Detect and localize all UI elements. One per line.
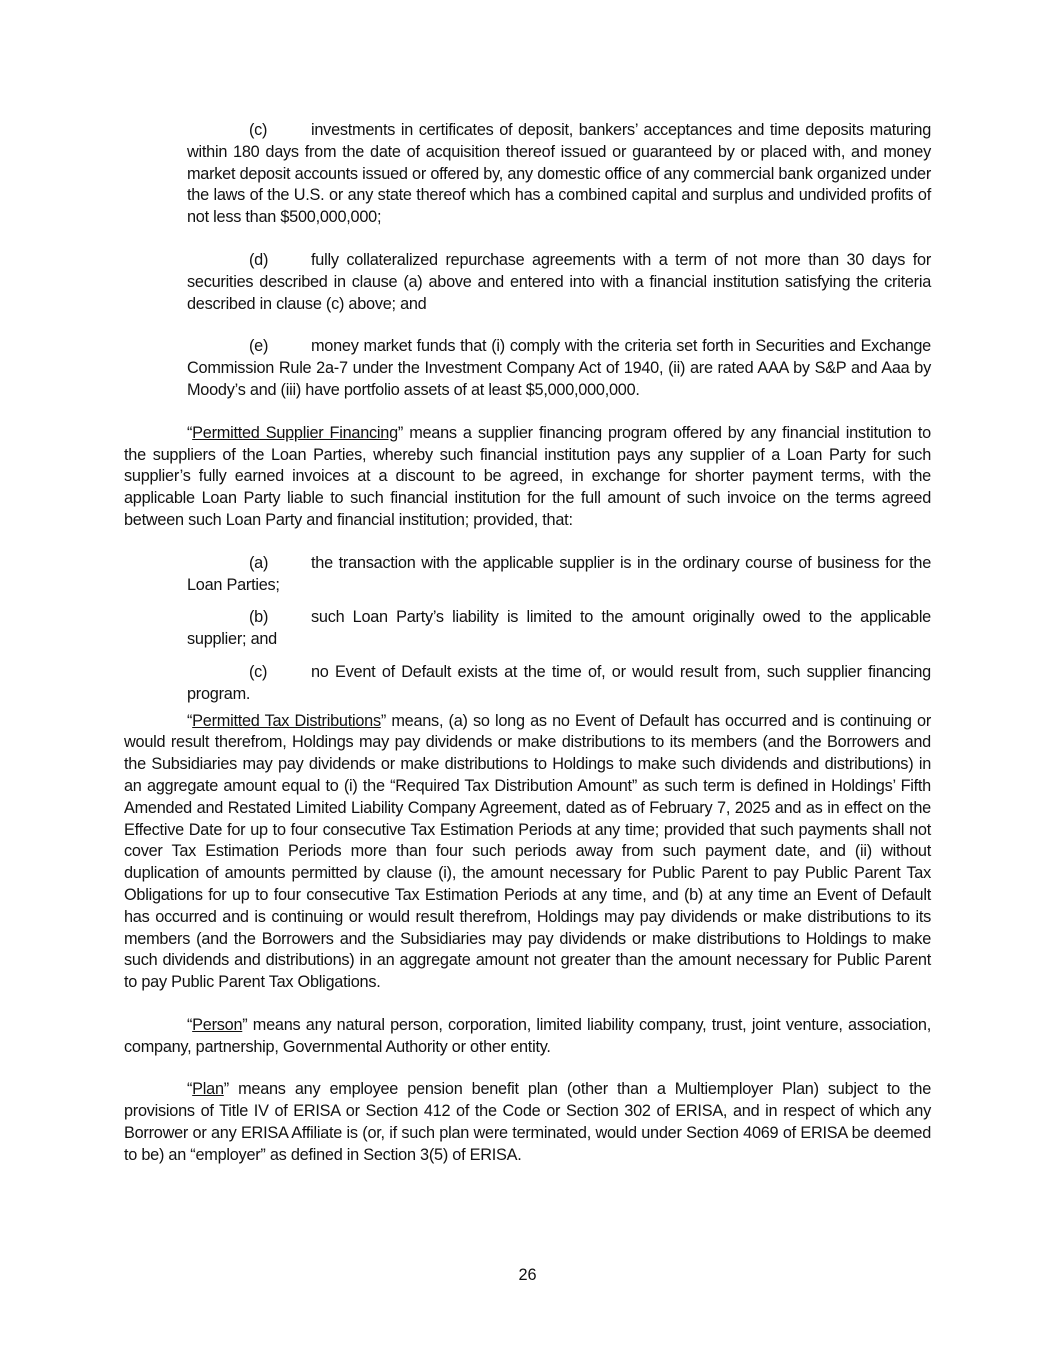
- defined-term: Permitted Supplier Financing: [192, 423, 398, 442]
- supplier-clause-c: [187, 662, 931, 706]
- clause-label: (d): [249, 250, 269, 269]
- definition-text: means any natural person, corporation, limited liability company, trust, joint venture, association, company, partnership, Governmental Authority or other entity.: [124, 1015, 931, 1056]
- clause-label: (e): [249, 337, 269, 356]
- clause-d-repurchase-agreements: [187, 250, 931, 315]
- open-quote: “: [187, 1080, 193, 1099]
- open-quote: “: [187, 1015, 193, 1034]
- defined-term: Person: [192, 1015, 243, 1034]
- clause-label: (c): [249, 121, 268, 139]
- supplier-clause-b: [187, 607, 931, 651]
- open-quote: “: [187, 423, 193, 442]
- close-quote: ”: [242, 1015, 248, 1034]
- clause-label: (b): [249, 608, 269, 627]
- defined-term: Permitted Tax Distributions: [192, 711, 381, 730]
- clause-text: fully collateralized repurchase agreements with a term of not more than 30 days for securities described in clause (a) above and entered into with a financial institution satisfying the criteria described in clause (c) above; and: [187, 250, 931, 313]
- definition-text: means, (a) so long as no Event of Default has occurred and is continuing or would result therefrom, Holdings may pay dividends or make distributions to its members (and the Borrowers and the Subsidiaries may pay dividends or make distributions to Holdings to make such dividends and distributions) in an aggregate amount equal to (i) the “Required Tax Distribution Amount” as such term is defined in Holdings’ Fifth Amended and Restated Limited Liability Company Agreement, dated as of February 7, 2025 and as in effect on the Effective Date for up to four consecutive Tax Estimation Periods at any time; provided that such payments shall not cover Tax Estimation Periods more than four such periods away from such payment date, and (ii) without duplication of amounts permitted by clause (i), the amount necessary for Public Parent to pay Public Parent Tax Obligations for up to four consecutive Tax Estimation Periods at any time, and (b) at any time an Event of Default has occurred and is continuing or would result therefrom, Holdings may pay dividends or make distributions to its members (and the Borrowers and the Subsidiaries may pay dividends or make distributions to Holdings to make such dividends and distributions) in an aggregate amount not greater than the amount necessary for Public Parent to pay Public Parent Tax Obligations.: [124, 711, 931, 992]
- definition-plan: [124, 1079, 931, 1166]
- definition-permitted-supplier-financing: [124, 423, 931, 532]
- clause-label: (a): [249, 553, 269, 572]
- definition-text: means a supplier financing program offered by any financial institution to the suppliers of the Loan Parties, whereby such financial institution pays any supplier of a Loan Party for such supplier’s fully earned invoices at a discount to be agreed, in exchange for shorter payment terms, with the applicable Loan Party liable to such financial institution for the full amount of such invoice on the terms agreed between such Loan Party and financial institution; provided, that:: [124, 423, 931, 529]
- document-page: [124, 120, 931, 1167]
- clause-text: money market funds that (i) comply with the criteria set forth in Securities and Exchange Commission Rule 2a-7 under the Investment Company Act of 1940, (ii) are rated AAA by S&P and Aaa by Moody’s and (iii) have portfolio assets of at least $5,000,000,000.: [187, 337, 931, 399]
- definition-permitted-tax-distributions: [124, 711, 931, 994]
- clause-e-money-market-funds: [187, 336, 931, 401]
- defined-term: Plan: [192, 1080, 224, 1099]
- clause-text: no Event of Default exists at the time of, or would result from, such supplier financing program.: [187, 662, 931, 703]
- page-number: 26: [518, 1266, 537, 1284]
- definition-person: [124, 1015, 931, 1059]
- close-quote: ”: [380, 711, 387, 730]
- clause-text: the transaction with the applicable supplier is in the ordinary course of business for the Loan Parties;: [187, 553, 931, 594]
- close-quote: ”: [223, 1080, 229, 1099]
- definition-text: means any employee pension benefit plan (other than a Multiemployer Plan) subject to the provisions of Title IV of ERISA or Section 412 of the Code or Section 302 of ERISA, and in respect of which any Borrower or any ERISA Affiliate is (or, if such plan were terminated, would under Section 4069 of ERISA be deemed to be) an “employer” as defined in Section 3(5) of ERISA.: [124, 1080, 931, 1164]
- clause-label: (c): [249, 662, 268, 681]
- close-quote: ”: [397, 423, 404, 442]
- open-quote: “: [187, 711, 193, 730]
- supplier-clause-a: [187, 553, 931, 597]
- clause-text: investments in certificates of deposit, bankers’ acceptances and time deposits maturing within 180 days from the date of acquisition thereof issued or guaranteed by or placed with, and money market deposit accounts issued or offered by, any domestic office of any commercial bank organized under the laws of the U.S. or any state thereof which has a combined capital and surplus and undivided profits of not less than $500,000,000;: [187, 121, 931, 227]
- clause-c-investments: [187, 120, 931, 229]
- clause-text: such Loan Party’s liability is limited to the amount originally owed to the applicable supplier; and: [187, 608, 931, 649]
